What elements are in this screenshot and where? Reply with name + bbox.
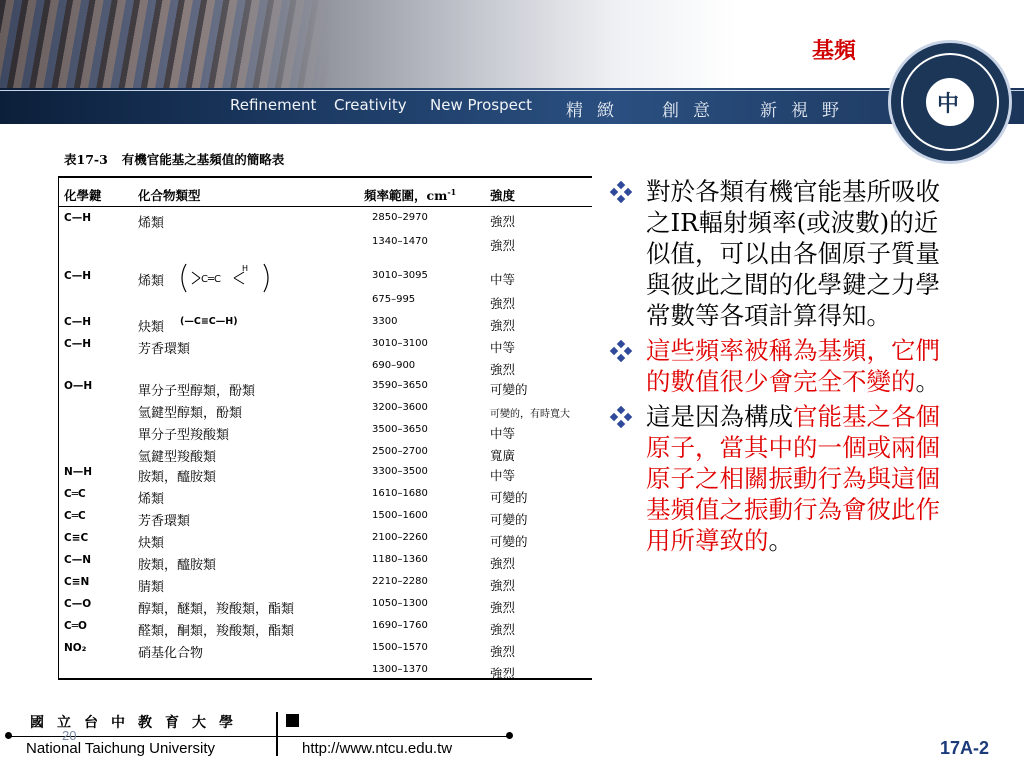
cell-type: 單分子型醇類，酚類 [138,384,256,399]
footer-divider [276,712,278,756]
table-caption [64,150,284,168]
cell-freq: 2100–2260 [372,532,428,543]
bullet-item-1 [602,176,962,331]
cell-intensity: 寬廣 [490,448,516,463]
footer-url-link[interactable]: http://www.ntcu.edu.tw [302,740,453,757]
table-row [60,488,590,510]
cell-freq: 1050–1300 [372,598,428,609]
cell-type: 炔類 [138,536,165,551]
slogan-creativity: Creativity [334,96,407,114]
slogan-refinement: Refinement [230,96,317,114]
bullet-item-2 [602,335,962,397]
cell-type: 單分子型羧酸類 [138,428,230,443]
slogan-zh-new-prospect: 新視野 [760,101,853,121]
cell-bond: N—H [64,466,93,478]
table-row [60,642,590,664]
cell-freq: 3200–3600 [372,402,428,413]
cell-type: 氫鍵型羧酸類 [138,450,217,465]
slogan-zh-creativity: 創意 [662,101,724,121]
table-row [60,294,590,316]
cell-bond: C—H [64,212,91,224]
cell-intensity: 中等 [490,426,516,441]
table-row [60,316,590,338]
table-row [60,510,590,532]
table-row [60,402,590,424]
table-top-rule [58,176,592,178]
col-header-type: 化合物類型 [138,188,201,203]
cell-freq: 1340–1470 [372,236,428,247]
footer-dot-left [5,732,12,739]
cell-intensity: 可變的 [490,490,528,505]
cell-intensity: 強烈 [490,644,516,659]
table-header-rule [58,206,592,207]
table-left-rule [58,178,59,680]
cell-type: 醇類，醚類，羧酸類，酯類 [138,602,295,617]
cell-type: 氫鍵型醇類，酚類 [138,406,243,421]
cell-type: 炔類 [138,320,165,335]
cell-type: 烯類 [138,492,165,507]
col-header-bond: 化學鍵 [64,188,102,203]
alkyne-formula: (—C≡C—H) [180,316,238,327]
cell-bond: C═O [64,620,87,632]
slide-number: 17A-2 [940,738,990,758]
cell-freq: 2500–2700 [372,446,428,457]
footer-rule-left [8,736,298,737]
cell-freq: 1500–1600 [372,510,428,521]
cell-freq: 3010–3095 [372,270,428,281]
slogan-zh-refinement: 精緻 [566,101,628,121]
cell-bond: C═C [64,510,86,522]
bullet-text-3b: 官能基之各個原子，當其中的一個或兩個原子之相關振動行為與這個基頻值之振動行為會彼此作用所導致的 [646,402,940,555]
cell-bond: C≡N [64,576,90,588]
col-header-freq-label: 頻率範圍，cm [364,188,448,203]
cell-intensity: 強烈 [490,622,516,637]
cell-intensity: 強烈 [490,238,516,253]
cell-type: 芳香環類 [138,342,191,357]
table-row [60,576,590,598]
cell-intensity: 強烈 [490,600,516,615]
bullet-text-1: 對於各類有機官能基所吸收之IR輻射頻率(或波數)的近似值，可以由各個原子質量與彼此之間的化學鍵之力學常數等各項計算得知。 [646,177,940,330]
cell-type: 烯類 [138,274,165,289]
cell-freq: 3010–3100 [372,338,428,349]
cell-intensity: 可變的 [490,512,528,527]
diamond-bullet-icon [608,340,634,362]
bullet-text-3-end: 。 [768,526,793,555]
university-seal-logo [888,40,1012,164]
footer-square-mark [286,714,299,727]
cell-intensity: 強烈 [490,318,516,333]
cell-intensity: 強烈 [490,362,516,377]
cell-freq: 2210–2280 [372,576,428,587]
table-row [60,554,590,576]
table-row [60,270,590,292]
table-row [60,532,590,554]
svg-text:C═C: C═C [201,274,221,285]
svg-text:H: H [242,264,249,273]
table-row [60,466,590,488]
cell-intensity: 可變的 [490,382,528,397]
table-row [60,664,590,686]
seal-glyph: 中 [937,91,960,117]
footer-university-en: National Taichung University [26,740,215,757]
cell-freq: 1500–1570 [372,642,428,653]
cell-freq: 2850–2970 [372,212,428,223]
bullet-text-2-end: 。 [915,367,940,396]
table-row [60,446,590,468]
cell-freq: 1690–1760 [372,620,428,631]
cell-bond: C—H [64,270,91,282]
table-title: 有機官能基之基頻值的簡略表 [121,152,285,167]
cell-freq: 675–995 [372,294,416,305]
cell-freq: 3300–3500 [372,466,428,477]
col-header-freq-unit: -1 [447,186,457,197]
footer-rule-right [278,736,510,737]
table-row [60,598,590,620]
table-row [60,380,590,402]
bullet-list [602,176,962,560]
cell-freq: 3590–3650 [372,380,428,391]
bullet-text-3a: 這是因為構成 [646,402,793,431]
cell-bond: NO₂ [64,642,87,654]
cell-intensity: 中等 [490,272,516,287]
slide-title: 基頻 [812,39,857,64]
col-header-freq [364,186,456,204]
cell-freq: 1300–1370 [372,664,428,675]
header-crowd-image [0,0,330,88]
cell-bond: C—N [64,554,91,566]
cell-freq: 1610–1680 [372,488,428,499]
diamond-bullet-icon [608,181,634,203]
diamond-bullet-icon [608,406,634,428]
table-row [60,360,590,382]
table-row [60,212,590,234]
table-row [60,338,590,360]
bullet-text-2: 這些頻率被稱為基頻，它們的數值很少會完全不變的 [646,336,940,396]
cell-intensity: 可變的，有時寬大 [490,409,570,420]
cell-type: 胺類，醯胺類 [138,558,217,573]
cell-type: 腈類 [138,580,165,595]
cell-type: 烯類 [138,216,165,231]
cell-intensity: 中等 [490,340,516,355]
table-row [60,236,590,258]
cell-type: 醛類，酮類，羧酸類，酯類 [138,624,295,639]
cell-bond: C═C [64,488,86,500]
cell-intensity: 強烈 [490,214,516,229]
table-number: 表17-3 [64,152,108,167]
header-banner-photo [0,0,1024,88]
cell-freq: 690–900 [372,360,416,371]
cell-type: 芳香環類 [138,514,191,529]
table-row [60,620,590,642]
cell-intensity: 強烈 [490,296,516,311]
cell-bond: C≡C [64,532,89,544]
footer-dot-right [506,732,513,739]
cell-freq: 3500–3650 [372,424,428,435]
cell-intensity: 強烈 [490,556,516,571]
bullet-item-3 [602,401,962,556]
cell-bond: C—H [64,338,91,350]
cell-intensity: 強烈 [490,578,516,593]
page-number: 20 [62,728,77,743]
cell-intensity: 強烈 [490,666,516,681]
cell-bond: C—O [64,598,92,610]
slogan-new-prospect: New Prospect [430,96,532,114]
cell-intensity: 可變的 [490,534,528,549]
ethylene-structure-icon [178,262,272,294]
table-row [60,424,590,446]
cell-type: 胺類，醯胺類 [138,470,217,485]
cell-type: 硝基化合物 [138,646,204,661]
cell-freq: 1180–1360 [372,554,428,565]
cell-intensity: 中等 [490,468,516,483]
col-header-intensity: 強度 [490,188,516,203]
footer-university-zh: 國立台中教育大學 [30,715,246,731]
cell-bond: C—H [64,316,91,328]
cell-freq: 3300 [372,316,398,327]
cell-bond: O—H [64,380,93,392]
